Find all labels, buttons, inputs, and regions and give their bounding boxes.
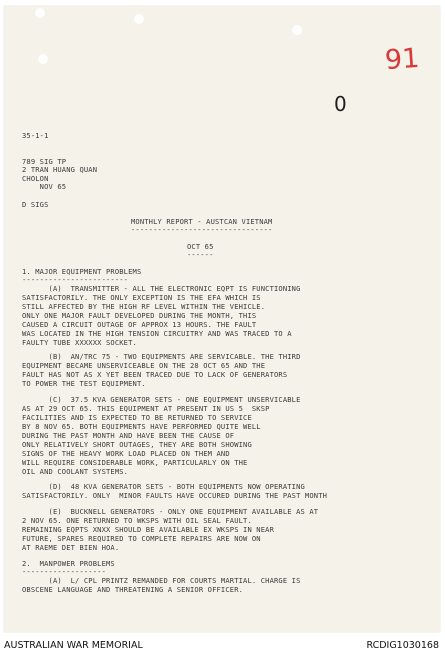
report-line: SATISFACTORILY. ONLY MINOR FAULTS HAVE OCCURED DURING THE PAST MONTH bbox=[22, 491, 328, 500]
archive-name: AUSTRALIAN WAR MEMORIAL bbox=[4, 640, 143, 651]
report-line: FUTURE, SPARES REQUIRED TO COMPLETE REPAIRS ARE NOW ON bbox=[22, 534, 261, 543]
report-line: (D) 48 KVA GENERATOR SETS - BOTH EQUIPMENTS NOW OPERATING bbox=[22, 482, 305, 491]
report-title-rule: -------------------------------- bbox=[131, 225, 273, 234]
report-line: (A) TRANSMITTER - ALL THE ELECTRONIC EQPT IS FUNCTIONING bbox=[22, 284, 301, 293]
report-line: WILL REQUIRE CONSIDERABLE WORK, PARTICULARLY ON THE bbox=[22, 458, 248, 467]
report-period-rule: ------ bbox=[187, 250, 214, 259]
report-line: FAULT HAS NOT AS X YET BEEN TRACED DUE TO LACK OF GENERATORS bbox=[22, 370, 288, 379]
ink-mark: 0 bbox=[334, 92, 347, 116]
report-line: (C) 37.5 KVA GENERATOR SETS - ONE EQUIPMENT UNSERVICABLE bbox=[22, 395, 301, 404]
report-line: WAS LOCATED IN THE HIGH TENSION CIRCUITRY AND WAS TRACED TO A bbox=[22, 329, 292, 338]
section-heading-rule: ------------------- bbox=[22, 567, 106, 576]
report-line: (B) AN/TRC 75 - TWO EQUIPMENTS ARE SERVICABLE. THE THIRD bbox=[22, 352, 301, 361]
report-period: OCT 65 bbox=[187, 242, 214, 251]
file-reference: 35-1-1 bbox=[22, 131, 49, 140]
report-line: SIGNS OF THE HEAVY WORK LOAD PLACED ON THEM AND bbox=[22, 449, 230, 458]
section-heading: 2. MANPOWER PROBLEMS bbox=[22, 559, 115, 568]
report-line: TO POWER THE TEST EQUIPMENT. bbox=[22, 379, 146, 388]
report-line: OIL AND COOLANT SYSTEMS. bbox=[22, 467, 129, 476]
report-line: FACILITIES AND IS EXPECTED TO BE RETURNED TO SERVICE bbox=[22, 413, 252, 422]
sender-city: CHOLON bbox=[22, 174, 49, 183]
sender-address: 2 TRAN HUANG QUAN bbox=[22, 165, 98, 174]
report-line: CAUSED A CIRCUIT OUTAGE OF APPROX 13 HOURS. THE FAULT bbox=[22, 320, 257, 329]
report-line: 2 NOV 65. ONE RETURNED TO WKSPS WITH OIL SEAL FAULT. bbox=[22, 516, 252, 525]
report-line: FAULTY TUBE XXXXXX SOCKET. bbox=[22, 338, 137, 347]
report-line: BY 8 NOV 65. BOTH EQUIPMENTS HAVE PERFORMED QUITE WELL bbox=[22, 422, 261, 431]
section-heading: 1. MAJOR EQUIPMENT PROBLEMS bbox=[22, 267, 142, 276]
folio-number: 91 bbox=[383, 42, 421, 77]
archive-record-id: RCDIG1030168 bbox=[366, 640, 439, 651]
report-line: EQUIPMENT BECAME UNSERVICEABLE ON THE 28 OCT 65 AND THE bbox=[22, 361, 266, 370]
report-line: AT RAEME DET BIEN HOA. bbox=[22, 543, 120, 552]
report-line: (E) BUCKNELL GENERATORS - ONLY ONE EQUIPMENT AVAILABLE AS AT bbox=[22, 507, 319, 516]
report-line: SATISFACTORILY. THE ONLY EXCEPTION IS THE EFA WHICH IS bbox=[22, 293, 261, 302]
report-line: REMAINING EQPTS XNXX SHOULD BE AVAILABLE EX WKSPS IN NEAR bbox=[22, 525, 274, 534]
punch-hole bbox=[38, 54, 48, 64]
punch-hole bbox=[35, 8, 45, 18]
report-title: MONTHLY REPORT - AUSTCAN VIETNAM bbox=[131, 217, 273, 226]
report-line: DURING THE PAST MONTH AND HAVE BEEN THE CAUSE OF bbox=[22, 431, 235, 440]
section-heading-rule: ------------------------ bbox=[22, 275, 129, 284]
punch-hole bbox=[134, 14, 144, 24]
punch-hole bbox=[292, 25, 302, 35]
report-line: AS AT 29 OCT 65. THIS EQUIPMENT AT PRESENT IN US 5 SKSP bbox=[22, 404, 270, 413]
report-line: OBSCENE LANGUAGE AND THREATENING A SENIOR OFFICER. bbox=[22, 585, 244, 594]
sender-unit: 789 SIG TP bbox=[22, 157, 67, 166]
report-line: (A) L/ CPL PRINTZ REMANDED FOR COURTS MARTIAL. CHARGE IS bbox=[22, 576, 301, 585]
report-line: STILL AFFECTED BY THE HIGH RF LEVEL WITHIN THE VEHICLE. bbox=[22, 302, 266, 311]
addressee: D SIGS bbox=[22, 200, 49, 209]
sender-date: NOV 65 bbox=[22, 182, 67, 191]
report-line: ONLY RELATIVELY SHORT OUTAGES, THEY ARE BOTH SHOWING bbox=[22, 440, 252, 449]
report-line: ONLY ONE MAJOR FAULT DEVELOPED DURING THE MONTH, THIS bbox=[22, 311, 257, 320]
archive-footer bbox=[0, 636, 445, 654]
